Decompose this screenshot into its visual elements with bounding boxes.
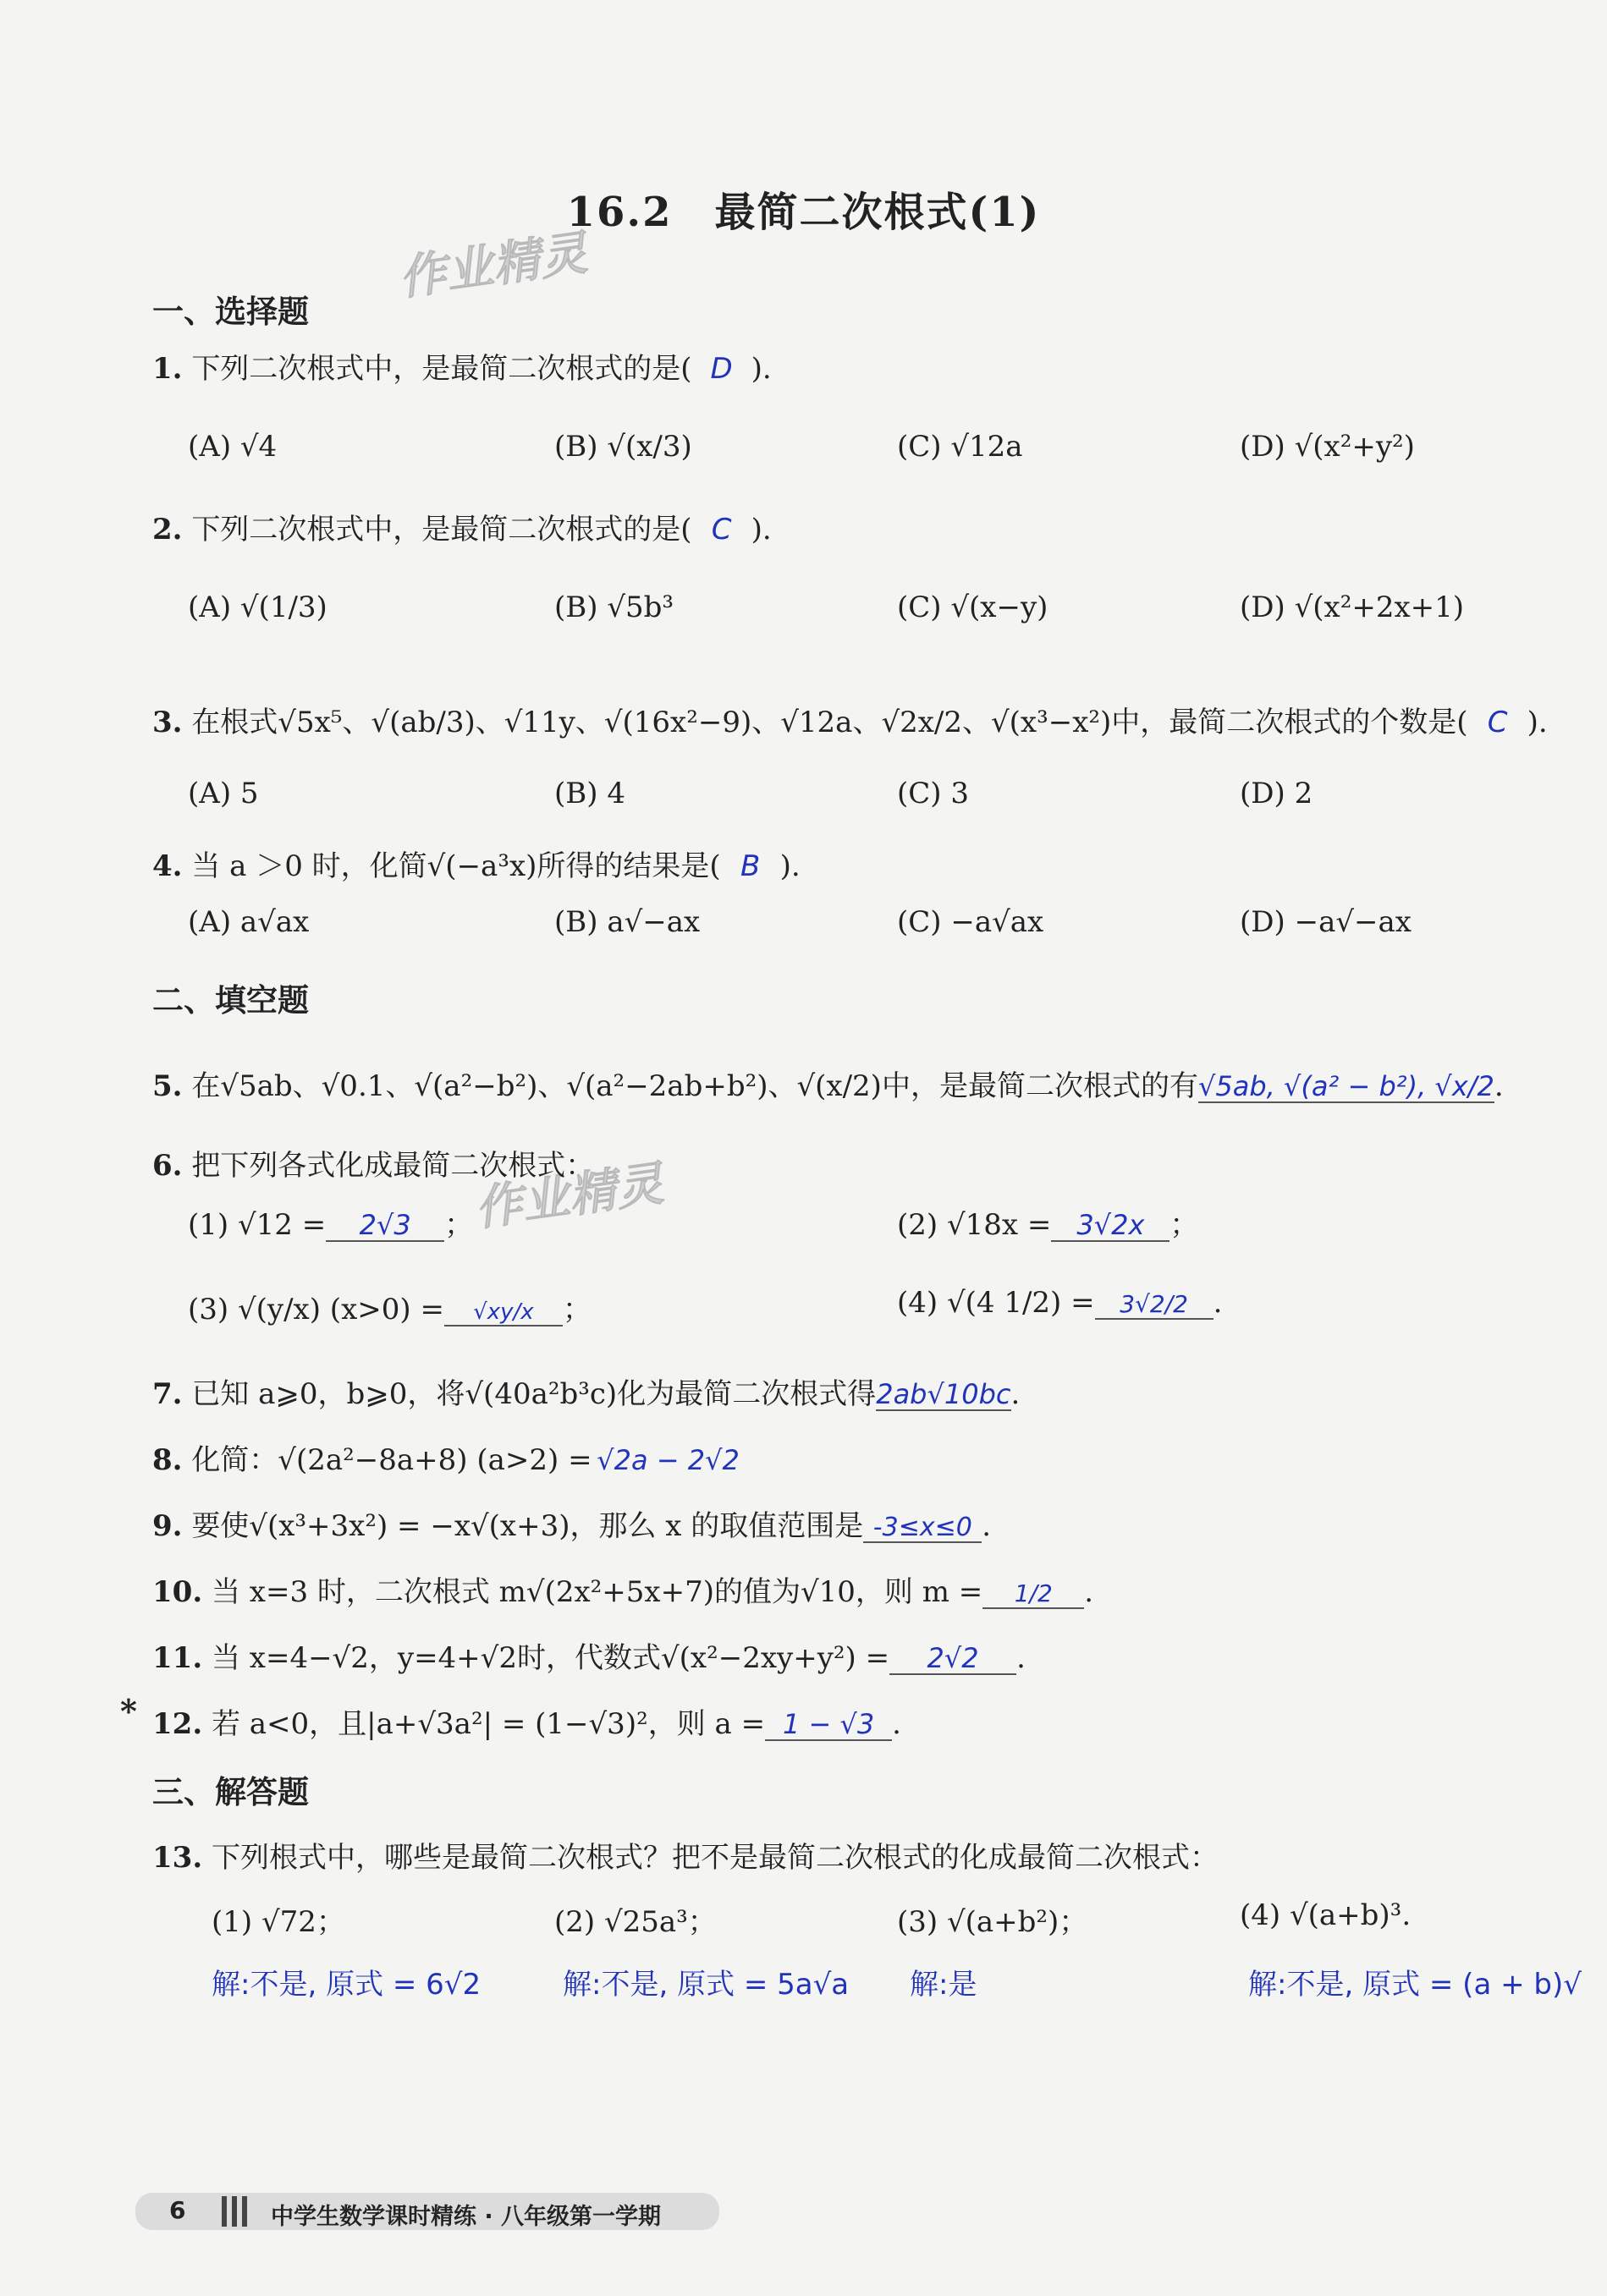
question-text-end: . [1084, 1575, 1094, 1609]
answer: D [710, 352, 733, 386]
question-number: 4. [152, 849, 183, 883]
question-text: 在√5ab、√0.1、√(a²−b²)、√(a²−2ab+b²)、√(x/2)中，是最简二次根式的有 [191, 1069, 1198, 1103]
answer: C [1487, 706, 1508, 739]
watermark-2: 作业精灵 [471, 1156, 668, 1238]
question-text: 化简：√(2a²−8a+8) (a>2) = [191, 1443, 592, 1477]
question-number: 13. [152, 1841, 203, 1875]
section-heading-fill: 二、填空题 [152, 982, 309, 1019]
section-heading-choice: 一、选择题 [152, 294, 309, 330]
solution-3: 解:是 [910, 1968, 977, 2002]
question-8 [152, 1436, 745, 1478]
answer: C [711, 513, 732, 547]
question-3 [152, 699, 1548, 740]
answer-blank: -3≤x≤0 [863, 1513, 982, 1543]
item-end: . [1213, 1286, 1223, 1320]
question-text-end: . [1010, 1377, 1021, 1411]
answer-blank: 2√3 [326, 1211, 444, 1242]
item-label: (1) √12 = [188, 1208, 327, 1242]
question-6-item-1 [188, 1201, 473, 1243]
answer-blank: 2ab√10bc [876, 1378, 1011, 1410]
item-label: (2) √18x = [897, 1208, 1052, 1242]
option-b: (B) √(x/3) [554, 430, 692, 464]
question-text: 当 x=3 时，二次根式 m√(2x²+5x+7)的值为√10，则 m = [211, 1575, 983, 1609]
question-text: 在根式√5x⁵、√(ab/3)、√11y、√(16x²−9)、√12a、√2x/2、√(x³−x²)中，最简二次根式的个数是( [191, 706, 1468, 739]
answer-blank: 2√2 [889, 1644, 1016, 1675]
answer-blank: √xy/x [444, 1300, 563, 1327]
question-2 [152, 506, 772, 547]
item-end: ； [1169, 1208, 1199, 1242]
question-text: 已知 a⩾0，b⩾0，将√(40a²b³c)化为最简二次根式得 [191, 1377, 877, 1411]
watermark: 作业精灵 [395, 225, 592, 307]
question-text-end: ). [779, 849, 801, 883]
question-text: 要使√(x³+3x²) = −x√(x+3)，那么 x 的取值范围是 [191, 1509, 864, 1543]
book-title: 中学生数学课时精练 · 八年级第一学期 [271, 2204, 662, 2230]
item-label: (3) √(y/x) (x>0) = [188, 1293, 444, 1327]
question-text: 若 a<0，且|a+√3a²| = (1−√3)²，则 a = [211, 1707, 766, 1741]
question-text: 下列二次根式中，是最简二次根式的是( [191, 513, 692, 547]
q13-item-1: (1) √72； [212, 1905, 345, 1939]
footer-divider [222, 2196, 227, 2227]
question-number: 8. [152, 1443, 183, 1477]
question-text-end: . [1494, 1069, 1504, 1103]
question-number: 1. [152, 352, 183, 386]
question-number: 6. [152, 1149, 183, 1183]
answer-blank: √2a − 2√2 [597, 1444, 740, 1476]
question-12 [152, 1700, 901, 1742]
question-text: 下列二次根式中，是最简二次根式的是( [191, 352, 692, 386]
question-number: 9. [152, 1509, 183, 1543]
question-11 [152, 1634, 1026, 1676]
option-a: (A) 5 [188, 777, 259, 810]
question-text: 当 a ＞0 时，化简√(−a³x)所得的结果是( [191, 849, 721, 883]
option-b: (B) a√−ax [554, 905, 701, 939]
item-end: ； [562, 1293, 592, 1327]
option-c: (C) −a√ax [897, 905, 1044, 939]
question-number: 2. [152, 513, 183, 547]
option-d: (D) 2 [1240, 777, 1313, 810]
solution-2: 解:不是, 原式 = 5a√a [563, 1968, 850, 2002]
question-text-end: . [982, 1509, 992, 1543]
footer-divider [232, 2196, 237, 2227]
option-a: (A) √(1/3) [188, 590, 327, 624]
option-d: (D) −a√−ax [1240, 905, 1412, 939]
challenge-star: * [120, 1692, 137, 1730]
question-text: 当 x=4−√2，y=4+√2时，代数式√(x²−2xy+y²) = [211, 1641, 890, 1675]
option-d: (D) √(x²+2x+1) [1240, 590, 1465, 624]
question-1 [152, 345, 772, 387]
question-text-end: ). [1527, 706, 1548, 739]
option-a: (A) √4 [188, 430, 278, 464]
answer-blank: 1 − √3 [765, 1710, 892, 1741]
answer-blank: 3√2x [1051, 1211, 1169, 1242]
answer-blank: 3√2/2 [1095, 1292, 1214, 1320]
page-number: 6 [169, 2196, 186, 2224]
item-end: ； [444, 1208, 474, 1242]
q13-item-2: (2) √25a³； [554, 1905, 717, 1939]
answer: B [740, 849, 761, 883]
question-text: 下列根式中，哪些是最简二次根式？把不是最简二次根式的化成最简二次根式： [211, 1841, 1219, 1875]
option-b: (B) √5b³ [554, 590, 674, 624]
question-number: 12. [152, 1707, 203, 1741]
question-number: 3. [152, 706, 183, 739]
question-7 [152, 1370, 1020, 1412]
question-6-item-4 [897, 1286, 1222, 1320]
question-number: 10. [152, 1575, 203, 1609]
question-text: 把下列各式化成最简二次根式： [191, 1149, 595, 1183]
item-label: (4) √(4 1/2) = [897, 1286, 1095, 1320]
question-6 [152, 1142, 594, 1184]
question-text-end: . [892, 1707, 901, 1741]
question-text-end: ). [751, 352, 772, 386]
solution-4: 解:不是, 原式 = (a + b)√ [1248, 1968, 1582, 2002]
footer-divider [242, 2196, 247, 2227]
question-6-item-3 [188, 1286, 592, 1327]
q13-item-3: (3) √(a+b²)； [897, 1905, 1088, 1939]
answer-blank: 1/2 [982, 1581, 1084, 1609]
question-9 [152, 1502, 991, 1544]
section-heading-solve: 三、解答题 [152, 1774, 309, 1810]
option-c: (C) 3 [897, 777, 969, 810]
question-number: 5. [152, 1069, 183, 1103]
answer-blank: √5ab, √(a² − b²), √x/2 [1197, 1070, 1494, 1102]
question-number: 11. [152, 1641, 203, 1675]
question-10 [152, 1568, 1093, 1610]
solution-1: 解:不是, 原式 = 6√2 [212, 1968, 482, 2002]
question-5 [152, 1063, 1504, 1104]
question-number: 7. [152, 1377, 183, 1411]
question-text-end: . [1016, 1641, 1026, 1675]
option-a: (A) a√ax [188, 905, 310, 939]
question-text-end: ). [751, 513, 772, 547]
option-c: (C) √(x−y) [897, 590, 1048, 624]
question-13 [152, 1834, 1219, 1876]
option-d: (D) √(x²+y²) [1240, 430, 1415, 464]
q13-item-4: (4) √(a+b)³. [1240, 1898, 1412, 1932]
option-b: (B) 4 [554, 777, 625, 810]
question-6-item-2 [897, 1201, 1198, 1243]
page-title: 16.2 最简二次根式(1) [566, 189, 1041, 236]
question-4 [152, 843, 801, 884]
option-c: (C) √12a [897, 430, 1023, 464]
